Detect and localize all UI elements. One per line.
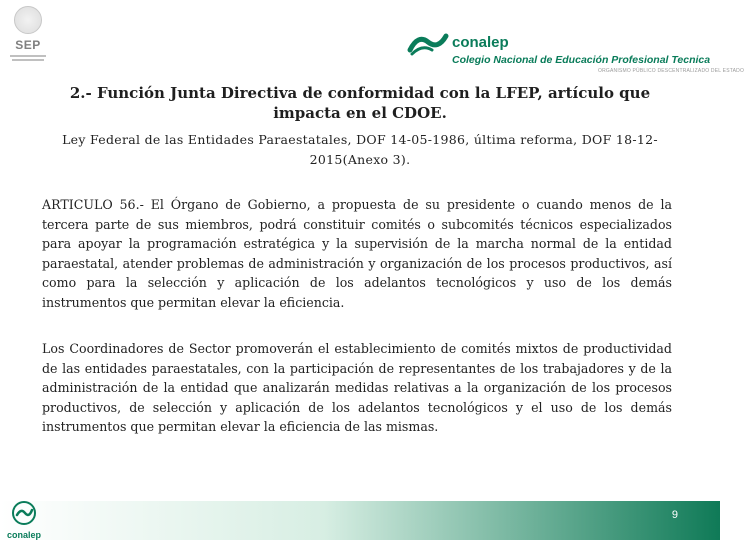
footer-logo-text: conalep — [6, 530, 41, 540]
slide-title: 2.- Función Junta Directiva de conformidad con la LFEP, artículo que impacta en el CDOE. — [69, 84, 651, 122]
conalep-seal-icon — [11, 500, 37, 526]
conalep-tagline: ORGANISMO PÚBLICO DESCENTRALIZADO DEL ESTADO — [598, 68, 744, 74]
footer-band — [0, 501, 720, 540]
coordinators-paragraph: Los Coordinadores de Sector promoverán el establecimiento de comités mixtos de productividad de las entidades paraestatales, con la participación de representantes de los trabajadores y de la administración de la entidad que analizarán medidas relativas a la organización de los procesos productivos, de selección y aplicación de los adelantos tecnológicos y el uso de los demás instrumentos que permitan elevar la eficiencia de las mismas. — [42, 341, 672, 434]
conalep-header-logo — [408, 28, 744, 74]
conalep-full-name: Colegio Nacional de Educación Profesional Tecnica — [452, 54, 711, 66]
sep-logo-underline — [10, 55, 46, 57]
article-56-paragraph: ARTICULO 56.- El Órgano de Gobierno, a propuesta de su presidente o cuando menos de la tercera parte de sus miembros, podrá constituir comités o subcomités técnicos especializados para apoyar la programación estratégica y la supervisión de la marcha normal de la entidad paraestatal, atender problemas de administración y organización de los procesos productivos, así como para la selección y aplicación de los adelantos tecnológicos y uso de los demás instrumentos que permitan elevar la eficiencia. — [42, 197, 672, 310]
sep-logo — [6, 4, 50, 76]
slide-subtitle: Ley Federal de las Entidades Paraestatales, DOF 14-05-1986, última reforma, DOF 18-12-2015(Anexo 3). — [62, 132, 658, 167]
sep-logo-underline-2 — [12, 59, 44, 61]
mexico-seal-icon — [14, 6, 42, 34]
conalep-wordmark: conalep — [452, 34, 509, 51]
footer-conalep-logo — [6, 500, 42, 538]
sep-logo-text: SEP — [15, 38, 41, 52]
page-number: 9 — [671, 509, 678, 521]
conalep-logo-icon — [408, 30, 448, 56]
